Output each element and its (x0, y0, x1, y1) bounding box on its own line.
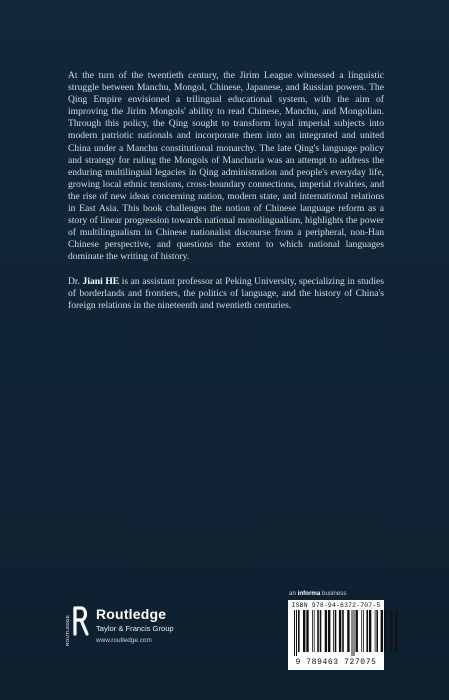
informa-business-label: an informa business (289, 590, 347, 597)
routledge-r-logo-icon (66, 604, 92, 648)
barcode-bars-icon (292, 610, 380, 656)
author-name: Jiani HE (82, 275, 120, 287)
informa-brand: informa (297, 590, 321, 597)
publisher-text (96, 606, 174, 644)
barcode-number: 9 789463 727075 (295, 658, 377, 667)
blurb-paragraph: At the turn of the twentieth century, the Jirim League witnessed a linguistic struggle between Manchu, Mongol, Chinese, Japanese, and Russian powers. The Qing Empire envisioned a trilingual educational system, with the aim of improving the Jirim Mongols' ability to read Chinese, Manchu, and Mongolian. Through this policy, the Qing sought to transform loyal imperial subjects into modern patriotic nationals and incorporate them into an integrated and united China under a Manchu constitutional monarchy. The late Qing's language policy and strategy for ruling the Mongols of Manchuria was an attempt to address the enduring multilingual legacies in Qing administration and people's everyday life, growing local ethnic tensions, cross-boundary connections, imperial rivalries, and the rise of new ideas concerning nation, modern state, and international relations in East Asia. This book challenges the notion of Chinese language reform as a story of linear progression towards national monolingualism, highlights the power of multilingualism in Chinese nationalist discourse from a peripheral, non-Han Chinese perspective, and questions the extent to which national languages dominate the writing of history. (68, 70, 384, 263)
publisher-group: Taylor & Francis Group (96, 624, 174, 633)
publisher-name: Routledge (96, 606, 167, 622)
isbn-barcode (288, 600, 384, 670)
author-bio (68, 276, 384, 312)
isbn-label: ISBN 978-94-6372-707-5 (291, 602, 381, 609)
bio-prefix: Dr. (68, 275, 83, 287)
bio-text: is an assistant professor at Peking University, specializing in studies of borderlands and frontiers, the politics of language, and the history of China's foreign relations in the nineteenth and twentieth centuries. (68, 275, 384, 311)
book-description (68, 70, 384, 312)
spine-wordmark: ROUTLEDGE (65, 614, 70, 646)
publisher-url[interactable]: www.routledge.com (96, 637, 152, 644)
